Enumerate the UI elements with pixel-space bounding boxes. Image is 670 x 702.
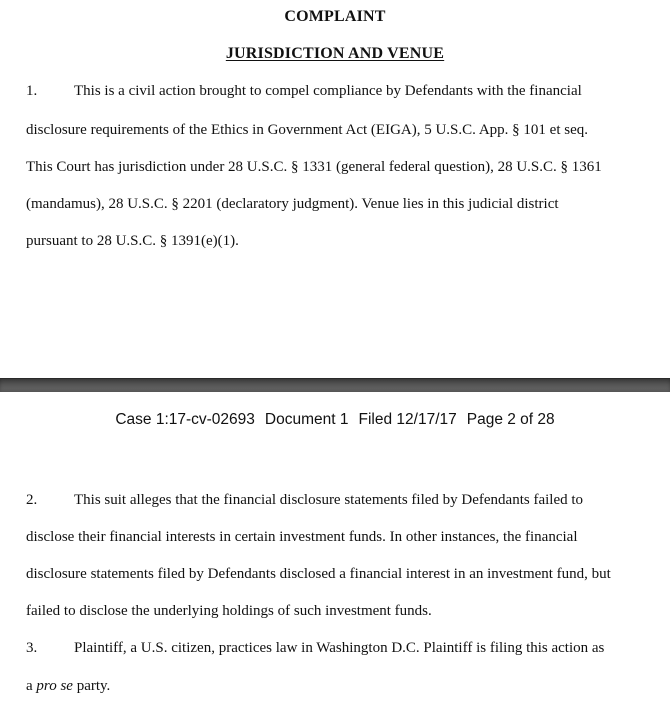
paragraph-text: This suit alleges that the financial disclosure statements filed by Defendants failed to bbox=[74, 492, 584, 508]
page-count: Page 2 of 28 bbox=[466, 411, 555, 428]
filed-date: Filed 12/17/17 bbox=[358, 411, 457, 428]
paragraph-text: Plaintiff, a U.S. citizen, practices law in Washington D.C. Plaintiff is filing this action as bbox=[74, 640, 605, 656]
paragraph-3-line-2 bbox=[26, 677, 110, 695]
page-break-divider bbox=[0, 378, 670, 393]
paragraph-3-line-1 bbox=[26, 639, 604, 657]
paragraph-text: This is a civil action brought to compel compliance by Defendants with the financial bbox=[74, 83, 582, 99]
jurisdiction-heading: JURISDICTION AND VENUE bbox=[225, 45, 445, 62]
complaint-title: COMPLAINT bbox=[284, 8, 386, 25]
paragraph-2-line-3: disclosure statements filed by Defendants disclosed a financial interest in an investment fund, but bbox=[26, 566, 611, 582]
text-suffix: party. bbox=[72, 678, 111, 694]
pro-se-italic: pro se bbox=[36, 678, 73, 694]
paragraph-2-line-4: failed to disclose the underlying holdings of such investment funds. bbox=[26, 603, 432, 619]
case-number: Case 1:17-cv-02693 bbox=[115, 411, 255, 428]
paragraph-number: 2. bbox=[26, 492, 38, 508]
paragraph-1-line-1 bbox=[26, 82, 582, 100]
text-prefix: a bbox=[26, 678, 37, 694]
paragraph-number: 1. bbox=[26, 83, 38, 99]
paragraph-1-line-2: disclosure requirements of the Ethics in Government Act (EIGA), 5 U.S.C. App. § 101 et seq. bbox=[26, 122, 588, 138]
paragraph-number: 3. bbox=[26, 640, 38, 656]
paragraph-1-line-4: (mandamus), 28 U.S.C. § 2201 (declaratory judgment). Venue lies in this judicial district bbox=[26, 196, 559, 212]
paragraph-1-line-3: This Court has jurisdiction under 28 U.S.C. § 1331 (general federal question), 28 U.S.C. § 1361 bbox=[26, 159, 602, 175]
paragraph-2-line-1 bbox=[26, 491, 583, 509]
paragraph-1-line-5: pursuant to 28 U.S.C. § 1391(e)(1). bbox=[26, 233, 239, 249]
paragraph-2-line-2: disclose their financial interests in certain investment funds. In other instances, the financial bbox=[26, 529, 578, 545]
document-number: Document 1 bbox=[264, 411, 349, 428]
case-header bbox=[0, 411, 670, 429]
